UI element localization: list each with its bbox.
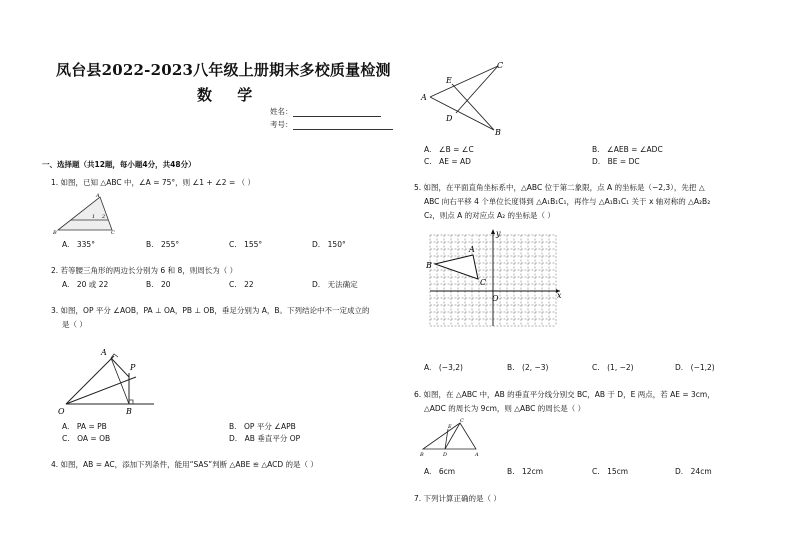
q6-label-a: A	[475, 452, 479, 458]
section-heading: 一、选择题（共12题，每小题4分，共48分）	[42, 160, 196, 169]
q3-label-b: B	[126, 407, 132, 416]
q4-option-c[interactable]: C. AE = AD	[424, 157, 471, 166]
q4-label-a: A	[421, 93, 427, 102]
q3-option-a[interactable]: A. PA = PB	[62, 422, 107, 431]
q6-option-d[interactable]: D. 24cm	[675, 467, 712, 476]
q5-label-x: x	[557, 291, 562, 300]
q3-stem-line1: 3. 如图，OP 平分 ∠AOB，PA ⊥ OA，PB ⊥ OB，垂足分别为 A，B。下列结论中不一定成立的	[51, 306, 370, 315]
q4-option-b[interactable]: B. ∠AEB = ∠ADC	[592, 145, 663, 154]
q4-option-a[interactable]: A. ∠B = ∠C	[424, 145, 474, 154]
q6-label-e: E	[448, 424, 452, 430]
number-blank[interactable]	[293, 121, 393, 130]
q5-stem-line1: 5. 如图，在平面直角坐标系中，△ABC 位于第二象限，点 A 的坐标是（−2,3），先把 △	[414, 183, 705, 192]
page-title: 凤台县2022-2023八年级上册期末多校质量检测	[56, 61, 391, 79]
q3-option-c[interactable]: C. OA = OB	[62, 434, 111, 443]
q2-option-a[interactable]: A. 20 或 22	[62, 280, 109, 289]
q2-option-b[interactable]: B. 20	[146, 280, 171, 289]
name-blank[interactable]	[293, 108, 381, 117]
q4-figure	[420, 60, 510, 138]
q5-label-a: A	[469, 245, 475, 254]
number-field[interactable]	[270, 119, 393, 130]
q7-stem: 7. 下列计算正确的是（ ）	[414, 494, 501, 503]
q1-label-a: A	[96, 193, 100, 199]
q4-label-c: C	[497, 61, 504, 70]
q3-label-o: O	[58, 407, 65, 416]
q3-stem-line2: 是（ ）	[62, 320, 87, 329]
q5-label-y: y	[496, 229, 501, 238]
q1-stem: 1. 如图，已知 △ABC 中，∠A = 75°，则 ∠1 + ∠2 = （ ）	[51, 178, 256, 187]
name-field[interactable]	[270, 106, 381, 117]
q6-stem-line1: 6. 如图，在 △ABC 中，AB 的垂直平分线分别交 BC，AB 于 D，E 两点，若 AE = 3cm，	[414, 390, 715, 399]
q5-grid-figure	[426, 228, 566, 328]
q5-option-d[interactable]: D. (−1,2)	[675, 363, 715, 372]
q5-stem-line3: C₂，则点 A 的对应点 A₂ 的坐标是（ ）	[424, 211, 555, 220]
number-label: 考号：	[270, 120, 293, 129]
q6-label-d: D	[443, 452, 448, 458]
q2-option-d[interactable]: D. 无法确定	[312, 280, 358, 289]
q3-figure	[56, 340, 166, 420]
q5-stem-line2: ABC 向右平移 4 个单位长度得到 △A₁B₁C₁，再作与 △A₁B₁C₁ 关于 x 轴对称的 △A₂B₂	[424, 197, 711, 206]
q1-option-c[interactable]: C. 155°	[229, 240, 263, 249]
q3-label-p: P	[130, 363, 136, 372]
q3-option-b[interactable]: B. OP 平分 ∠APB	[229, 422, 296, 431]
q6-option-c[interactable]: C. 15cm	[592, 467, 629, 476]
q1-figure	[53, 190, 116, 236]
q4-stem: 4. 如图，AB = AC，添加下列条件，能用“SAS”判断 △ABE ≌ △ACD 的是（ ）	[51, 460, 318, 469]
q2-stem: 2. 若等腰三角形的两边长分别为 6 和 8，则周长为（ ）	[51, 266, 238, 275]
q4-option-d[interactable]: D. BE = DC	[592, 157, 640, 166]
q1-option-d[interactable]: D. 150°	[312, 240, 346, 249]
q1-label-c: C	[111, 230, 115, 236]
q5-option-a[interactable]: A. (−3,2)	[424, 363, 463, 372]
q6-stem-line2: △ADC 的周长为 9cm，则 △ABC 的周长是（ ）	[424, 404, 586, 413]
name-label: 姓名：	[270, 107, 293, 116]
q5-option-b[interactable]: B. (2, −3)	[507, 363, 549, 372]
q4-label-b: B	[495, 128, 501, 137]
q3-option-d[interactable]: D. AB 垂直平分 OP	[229, 434, 301, 443]
q5-option-c[interactable]: C. (1, −2)	[592, 363, 634, 372]
q6-figure	[418, 418, 480, 458]
q6-option-a[interactable]: A. 6cm	[424, 467, 456, 476]
subject-title: 数 学	[197, 86, 263, 104]
q5-label-c: C	[480, 278, 487, 287]
q4-label-e: E	[446, 76, 452, 85]
q1-label-2: 2	[102, 214, 106, 220]
q1-label-1: 1	[92, 214, 96, 220]
q1-option-b[interactable]: B. 255°	[146, 240, 180, 249]
q6-option-b[interactable]: B. 12cm	[507, 467, 544, 476]
q6-label-c: C	[460, 418, 464, 424]
q1-label-b: B	[53, 230, 57, 236]
q5-label-b: B	[426, 261, 432, 270]
q1-option-a[interactable]: A. 335°	[62, 240, 95, 249]
q5-label-o: O	[492, 294, 499, 303]
q4-label-d: D	[446, 114, 453, 123]
q2-option-c[interactable]: C. 22	[229, 280, 254, 289]
q3-label-a: A	[101, 348, 107, 357]
q6-label-b: B	[420, 452, 424, 458]
